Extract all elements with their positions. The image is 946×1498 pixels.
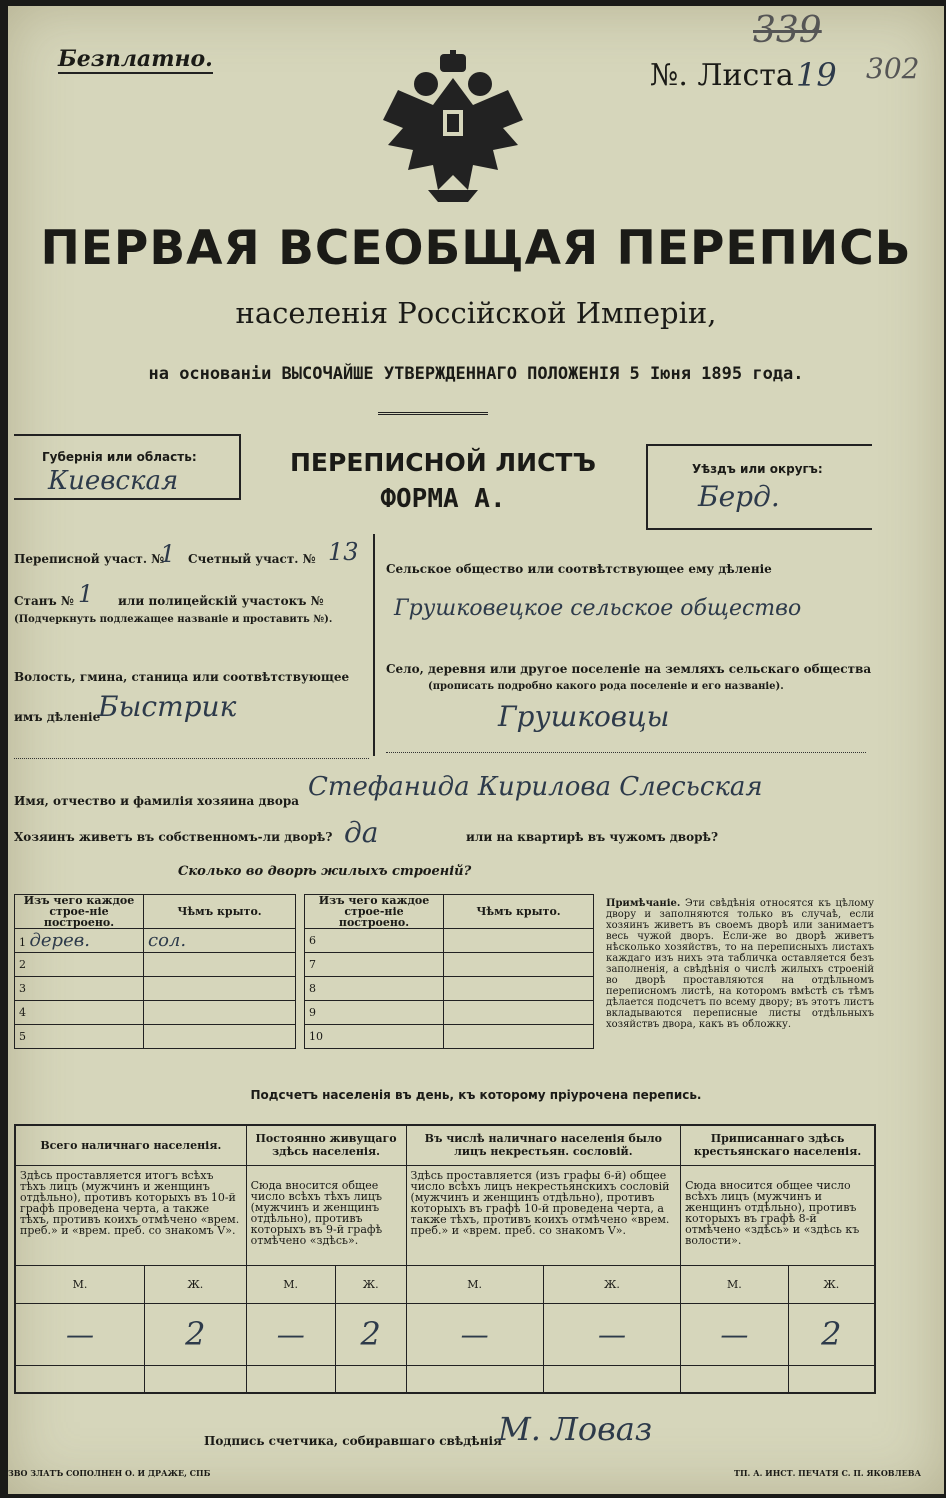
volost-label-2: имъ дѣленіе [14, 710, 101, 724]
police-label: или полицейскій участокъ № [118, 594, 324, 608]
village-label: Село, деревня или другое поселеніе на земляхъ сельскаго общества [386, 662, 872, 676]
rent-label: или на квартирѣ въ чужомъ дворѣ? [466, 830, 718, 844]
count-4-f: 2 [788, 1303, 875, 1365]
ornament-divider [378, 412, 488, 415]
census-area-value: 1 [160, 540, 176, 568]
signature-value: М. Ловаз [498, 1410, 653, 1448]
m-label-3: М. [406, 1265, 543, 1303]
volost-label: Волость, гмина, станица или соотвѣтствующее [14, 670, 350, 684]
buildings-table-right [304, 894, 594, 1049]
count-3-m: — [406, 1303, 543, 1365]
m-label-4: М. [681, 1265, 789, 1303]
building-roof-1: сол. [144, 929, 296, 953]
col-material-header-2: Изъ чего каждое строе-ніе построено. [305, 895, 444, 929]
count-col-1-desc: Здѣсь проставляется итогъ всѣхъ тѣхъ лицъ (мужчинъ и женщинъ отдѣльно), противъ которыхъ въ 10-й графѣ проведена черта, а также тѣхъ, противъ коихъ отмѣчено «врем. преб.» и «врем. преб. со знакомъ V». [15, 1165, 246, 1265]
gubernia-label: Губернія или область: [42, 450, 197, 464]
uezd-box [646, 444, 872, 530]
signature-label: Подпись счетчика, собиравшаго свѣдѣнія [204, 1434, 502, 1448]
gubernia-box [14, 434, 241, 500]
owner-name-value: Стефанида Кирилова Слесьская [308, 772, 763, 802]
f-label-2: Ж. [335, 1265, 406, 1303]
count-col-4-head: Приписаннаго здѣсь крестьянскаго населенія. [681, 1125, 875, 1165]
sheet-no-value: 19 [796, 56, 837, 94]
f-label-1: Ж. [145, 1265, 247, 1303]
building-row-6: 6 [305, 929, 444, 953]
village-hint: (прописать подробно какого рода поселеніе и его названіе). [428, 681, 784, 692]
building-row-9: 9 [305, 1001, 444, 1025]
m-label-1: М. [15, 1265, 145, 1303]
count-col-2-desc: Сюда вносится общее число всѣхъ тѣхъ лицъ (мужчинъ и женщинъ отдѣльно), противъ которыхъ въ 9-й графѣ отмѣчено «здѣсь». [246, 1165, 406, 1265]
f-label-4: Ж. [788, 1265, 875, 1303]
double-headed-eagle-emblem [378, 50, 528, 210]
col-roof-header-2: Чѣмъ крыто. [444, 895, 594, 929]
count-2-m: — [246, 1303, 335, 1365]
owner-name-label: Имя, отчество и фамилія хозяина двора [14, 794, 299, 808]
subtitle: населенія Россійской Имперіи, [235, 296, 717, 330]
block-divider [373, 534, 375, 756]
count-3-f: — [543, 1303, 680, 1365]
m-label-2: М. [246, 1265, 335, 1303]
village-value: Грушковцы [498, 700, 670, 733]
building-row-4: 4 [15, 1001, 144, 1025]
society-label: Сельское общество или соотвѣтствующее ему дѣленіе [386, 562, 772, 576]
census-area-label: Переписной участ. № [14, 552, 165, 566]
count-col-3-head: Въ числѣ наличнаго населенія было лицъ некрестьян. сословій. [406, 1125, 681, 1165]
underline-hint: (Подчеркнуть подлежащее названіе и проставить №). [14, 614, 333, 625]
buildings-table-left [14, 894, 296, 1049]
left-blank-line [14, 758, 369, 759]
main-title: ПЕРВАЯ ВСЕОБЩАЯ ПЕРЕПИСЬ [40, 221, 912, 276]
note-title: Примѣчаніе. [606, 898, 681, 909]
count-col-2-head: Постоянно живущаго здѣсь населенія. [246, 1125, 406, 1165]
count-1-m: — [15, 1303, 145, 1365]
buildings-label: Сколько во дворѣ жилыхъ строеній? [178, 864, 472, 879]
archive-number-crossed: 339 [753, 10, 822, 51]
count-title: Подсчетъ населенія въ день, къ которому пріурочена перепись. [250, 1088, 702, 1102]
building-row-2: 2 [15, 953, 144, 977]
free-label: Безплатно. [58, 46, 213, 72]
building-row-7: 7 [305, 953, 444, 977]
stan-value: 1 [78, 580, 94, 608]
count-1-f: 2 [145, 1303, 247, 1365]
gubernia-value: Киевская [48, 466, 179, 496]
count-col-4-desc: Сюда вносится общее число всѣхъ лицъ (мужчинъ и женщинъ отдѣльно), противъ которыхъ въ графѣ 8-й отмѣчено «здѣсь» и «здѣсь къ волости». [681, 1165, 875, 1265]
printer-right: ТП. А. ИНСТ. ПЕЧАТЯ С. П. ЯКОВЛЕВА [734, 1468, 922, 1478]
count-2-f: 2 [335, 1303, 406, 1365]
count-col-1-head: Всего наличнаго населенія. [15, 1125, 246, 1165]
form-letter: ФОРМА А. [380, 484, 506, 514]
count-area-label: Счетный участ. № [188, 552, 316, 566]
right-blank-line [386, 752, 866, 753]
building-row-3: 3 [15, 977, 144, 1001]
archive-number: 302 [866, 52, 920, 85]
form-name: ПЕРЕПИСНОЙ ЛИСТЪ [290, 448, 596, 477]
own-yard-value: да [344, 816, 379, 849]
uezd-label: Уѣздъ или округъ: [692, 462, 823, 476]
col-roof-header: Чѣмъ крыто. [144, 895, 296, 929]
volost-value: Быстрик [98, 690, 237, 723]
note [606, 898, 874, 1030]
census-sheet [8, 6, 944, 1494]
count-area-value: 13 [328, 538, 359, 566]
note-text: Эти свѣдѣнія относятся къ цѣлому двору и заполняются только въ случаѣ, если хозяинъ живетъ въ своемъ дворѣ или занимаетъ весь чужой дворъ. Если-же во дворѣ живетъ нѣсколько хозяйствъ, то на переписныхъ листахъ каждаго изъ нихъ эта табличка оставляется безъ заполненія, а свѣдѣнія о числѣ жилыхъ строеній во дворѣ проставляются на отдѣльномъ переписномъ листѣ, на которомъ вмѣстѣ съ тѣмъ дѣлается подсчетъ по всему двору; въ этотъ листъ вкладываются переписные листы отдѣльныхъ хозяйствъ двора, какъ въ обложку. [606, 898, 874, 1030]
building-row-8: 8 [305, 977, 444, 1001]
uezd-value: Берд. [698, 480, 780, 513]
basis-line: на основаніи ВЫСОЧАЙШЕ УТВЕРЖДЕННАГО ПОЛОЖЕНІЯ 5 Іюня 1895 года. [148, 364, 804, 384]
count-4-m: — [681, 1303, 789, 1365]
society-value: Грушковецкое сельское общество [394, 596, 802, 621]
f-label-3: Ж. [543, 1265, 680, 1303]
building-row-10: 10 [305, 1025, 444, 1049]
count-col-3-desc: Здѣсь проставляется (изъ графы 6-й) общее число всѣхъ лицъ некрестьянскихъ сословій (мужчинъ и женщинъ отдѣльно), противъ которыхъ въ графѣ 10-й проведена черта, а также тѣхъ, противъ коихъ отмѣчено «врем. преб.» и «врем. преб. со знакомъ V». [406, 1165, 681, 1265]
building-row-1: 1 дерев. [15, 929, 144, 953]
own-yard-label: Хозяинъ живетъ въ собственномъ-ли дворѣ? [14, 830, 333, 844]
printer-left: ЗВО ЗЛАТЪ СОПОЛНЕН О. И ДРАЖЕ, СПБ [8, 1468, 211, 1478]
population-count-table [14, 1124, 876, 1394]
stan-label: Станъ № [14, 594, 74, 608]
sheet-no-label: №. Листа [650, 58, 794, 93]
col-material-header: Изъ чего каждое строе-ніе построено. [15, 895, 144, 929]
building-row-5: 5 [15, 1025, 144, 1049]
